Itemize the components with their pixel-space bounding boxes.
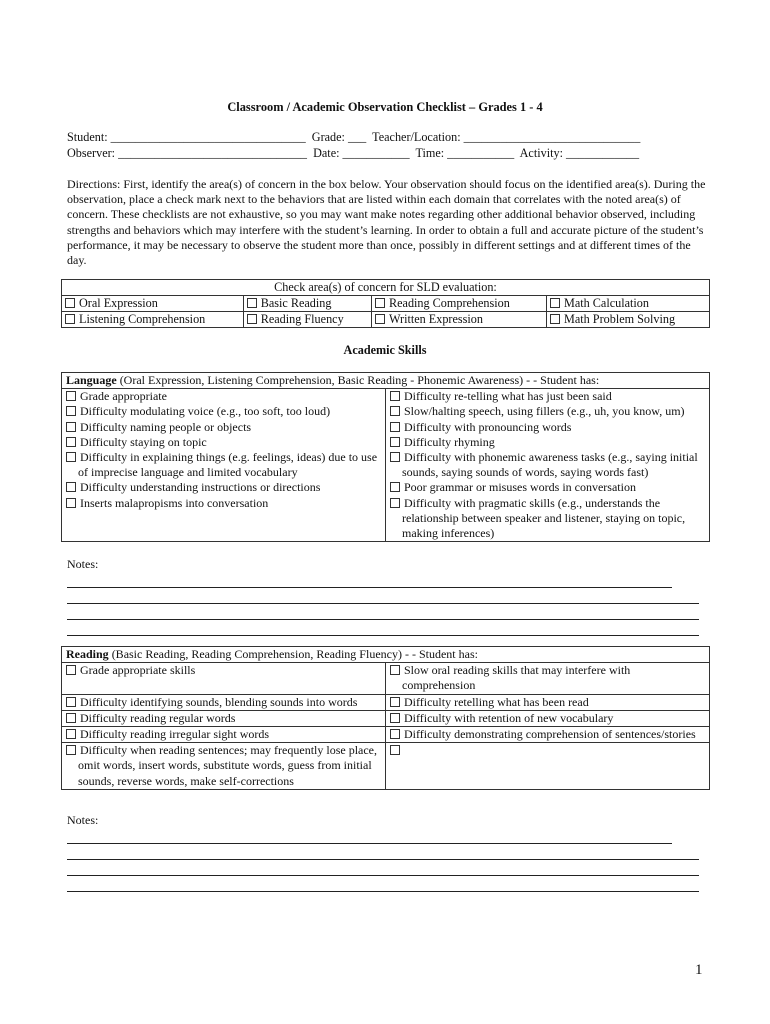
reading-table xyxy=(61,646,710,790)
language-item[interactable]: Difficulty naming people or objects xyxy=(66,420,381,435)
checkbox-icon[interactable] xyxy=(390,665,400,675)
concern-option[interactable]: Oral Expression xyxy=(62,296,244,312)
checkbox-icon[interactable] xyxy=(247,298,257,308)
page-number: 1 xyxy=(695,962,703,978)
checkbox-icon[interactable] xyxy=(66,697,76,707)
notes-line[interactable] xyxy=(67,828,672,844)
checkbox-icon[interactable] xyxy=(66,482,76,492)
reading-item[interactable]: Difficulty reading regular words xyxy=(62,710,386,726)
checkbox-icon[interactable] xyxy=(390,452,400,462)
notes-line[interactable] xyxy=(67,572,672,588)
notes-line[interactable] xyxy=(67,604,699,620)
checkbox-icon[interactable] xyxy=(66,729,76,739)
checkbox-icon[interactable] xyxy=(390,482,400,492)
language-heading: Language (Oral Expression, Listening Comprehension, Basic Reading - Phonemic Awareness) - - Student has: xyxy=(62,373,710,389)
language-item[interactable]: Difficulty in explaining things (e.g. feelings, ideas) due to use of imprecise language and limited vocabulary xyxy=(66,450,381,480)
checkbox-icon[interactable] xyxy=(66,498,76,508)
checkbox-icon[interactable] xyxy=(390,422,400,432)
notes-section-language xyxy=(67,557,699,636)
language-item[interactable]: Difficulty understanding instructions or directions xyxy=(66,480,381,495)
language-item[interactable]: Difficulty with pragmatic skills (e.g., understands the relationship between speaker and listener, staying on topic, making inferences) xyxy=(390,496,705,542)
reading-item[interactable]: Difficulty identifying sounds, blending sounds into words xyxy=(62,694,386,710)
checkbox-icon[interactable] xyxy=(65,298,75,308)
document-title: Classroom / Academic Observation Checklist – Grades 1 - 4 xyxy=(227,100,543,114)
notes-label: Notes: xyxy=(67,557,99,571)
language-item[interactable]: Inserts malapropisms into conversation xyxy=(66,496,381,511)
concern-option[interactable]: Math Problem Solving xyxy=(547,312,710,328)
checkbox-icon[interactable] xyxy=(390,391,400,401)
reading-item[interactable]: Difficulty retelling what has been read xyxy=(386,694,710,710)
language-item[interactable]: Poor grammar or misuses words in conversation xyxy=(390,480,705,495)
checkbox-icon[interactable] xyxy=(375,298,385,308)
notes-line[interactable] xyxy=(67,588,699,604)
checkbox-icon[interactable] xyxy=(390,729,400,739)
language-item[interactable]: Grade appropriate xyxy=(66,389,381,404)
checkbox-icon[interactable] xyxy=(390,713,400,723)
reading-item[interactable]: Slow oral reading skills that may interfere with comprehension xyxy=(386,663,710,694)
reading-heading: Reading (Basic Reading, Reading Comprehension, Reading Fluency) - - Student has: xyxy=(62,647,710,663)
language-item[interactable]: Difficulty modulating voice (e.g., too soft, too loud) xyxy=(66,404,381,419)
directions-paragraph: Directions: First, identify the area(s) of concern in the box below. Your observation should focus on the identified area(s). During the observation, place a check mark next to the behaviors that are listed within each domain that correlates with the noted area(s) of concern. These checklists are not exhaustive, so you may want make notes regarding other additional behavior observed, including strengths and behaviors which may interfere with the student’s learning. In order to obtain a full and accurate picture of the student’s performance, it may be necessary to observe the student more than once, possibly in different settings and at different times of the day. xyxy=(67,177,706,268)
notes-label: Notes: xyxy=(67,813,99,827)
checkbox-icon[interactable] xyxy=(66,406,76,416)
checkbox-icon[interactable] xyxy=(66,713,76,723)
concern-caption: Check area(s) of concern for SLD evaluation: xyxy=(62,280,710,296)
reading-item[interactable]: Difficulty demonstrating comprehension of sentences/stories xyxy=(386,727,710,743)
language-table xyxy=(61,372,710,542)
section-title: Academic Skills xyxy=(343,343,427,357)
language-item[interactable]: Difficulty with pronouncing words xyxy=(390,420,705,435)
concern-option[interactable]: Reading Comprehension xyxy=(372,296,547,312)
language-item[interactable]: Difficulty rhyming xyxy=(390,435,705,450)
concern-option[interactable]: Reading Fluency xyxy=(243,312,371,328)
checkbox-icon[interactable] xyxy=(390,745,400,755)
reading-item[interactable]: Difficulty with retention of new vocabulary xyxy=(386,710,710,726)
checkbox-icon[interactable] xyxy=(390,406,400,416)
language-item[interactable]: Difficulty staying on topic xyxy=(66,435,381,450)
reading-item[interactable]: Difficulty when reading sentences; may frequently lose place, omit words, insert words, substitute words, guess from initial sounds, reverse words, make self-corrections xyxy=(62,743,386,790)
checkbox-icon[interactable] xyxy=(390,697,400,707)
checkbox-icon[interactable] xyxy=(65,314,75,324)
checkbox-icon[interactable] xyxy=(66,665,76,675)
notes-line[interactable] xyxy=(67,860,699,876)
reading-item[interactable]: Grade appropriate skills xyxy=(62,663,386,694)
language-left-column xyxy=(62,389,386,542)
checkbox-icon[interactable] xyxy=(390,437,400,447)
concern-table xyxy=(61,279,710,328)
checkbox-icon[interactable] xyxy=(66,422,76,432)
checkbox-icon[interactable] xyxy=(390,498,400,508)
concern-option[interactable]: Basic Reading xyxy=(243,296,371,312)
checkbox-icon[interactable] xyxy=(247,314,257,324)
checkbox-icon[interactable] xyxy=(375,314,385,324)
language-item[interactable]: Difficulty re-telling what has just been said xyxy=(390,389,705,404)
notes-line[interactable] xyxy=(67,876,699,892)
notes-line[interactable] xyxy=(67,620,699,636)
concern-option[interactable]: Listening Comprehension xyxy=(62,312,244,328)
checkbox-icon[interactable] xyxy=(66,437,76,447)
reading-item[interactable] xyxy=(386,743,710,790)
notes-section-reading xyxy=(67,813,699,892)
concern-option[interactable]: Math Calculation xyxy=(547,296,710,312)
checkbox-icon[interactable] xyxy=(66,391,76,401)
checkbox-icon[interactable] xyxy=(66,745,76,755)
checkbox-icon[interactable] xyxy=(66,452,76,462)
language-item[interactable]: Slow/halting speech, using fillers (e.g., uh, you know, um) xyxy=(390,404,705,419)
reading-item[interactable]: Difficulty reading irregular sight words xyxy=(62,727,386,743)
checkbox-icon[interactable] xyxy=(550,298,560,308)
language-item[interactable]: Difficulty with phonemic awareness tasks (e.g., saying initial sounds, saying sounds of words, saying words fast) xyxy=(390,450,705,480)
language-right-column xyxy=(386,389,710,542)
header-line-student: Student: ________________________________ Grade: ___ Teacher/Location: _____________________________ xyxy=(67,130,641,144)
checkbox-icon[interactable] xyxy=(550,314,560,324)
notes-line[interactable] xyxy=(67,844,699,860)
header-line-observer: Observer: _______________________________ Date: ___________ Time: ___________ Activity: ____________ xyxy=(67,146,640,160)
concern-option[interactable]: Written Expression xyxy=(372,312,547,328)
